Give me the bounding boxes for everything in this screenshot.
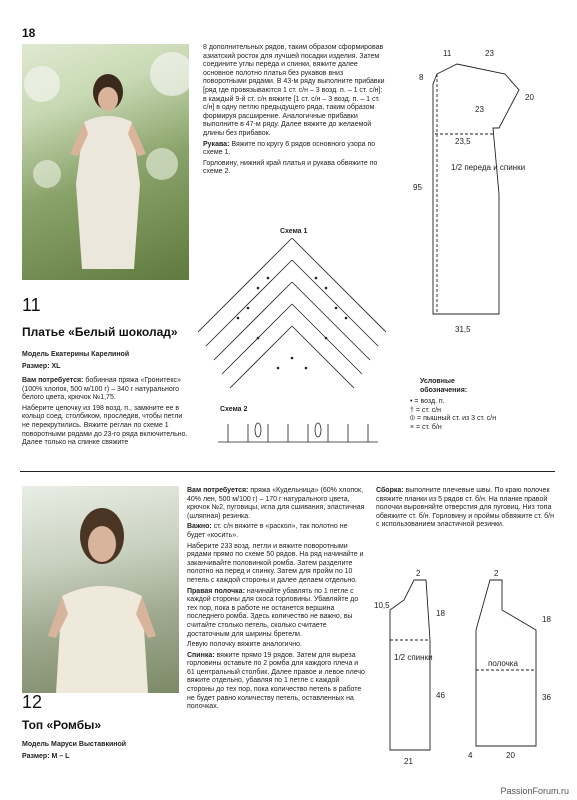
back-dim-18: 18 (436, 609, 445, 618)
dim-23-top: 23 (485, 49, 494, 58)
important-paragraph (187, 523, 367, 540)
section2-title: Топ «Ромбы» (22, 718, 102, 732)
dim-11: 11 (443, 49, 452, 58)
instructions-paragraph-2: 8 дополнительных рядов, таким образом сформировав азиатский росток для лучшей посадки изделия. Затем соедините углы переда и спинки, вяжите далее основное полотно платья без рукавов вниз поворотными рядами. В 43-м ряду выполните прибавки [ряд где провязываются 1 ст. с/н – 3 возд. п. – 1 ст. с/н]: в каждый 9-й ст. с/н вяжите [1 ст. с/н – 3 возд. п. – 1 ст. с/н] в одну петлю предыдущего ряда, таким образом формируя расширение. Аналогичные прибавки выполните в 47-м ряду. Далее вяжите до желаемой длины без прибавок. (203, 44, 385, 137)
scheme2-title: Схема 2 (220, 406, 248, 413)
section2-size (22, 753, 69, 762)
right-front-paragraph (187, 588, 367, 640)
dim-20: 20 (525, 93, 534, 102)
front-pattern-label: полочка (488, 659, 518, 668)
watermark: PassionForum.ru (500, 786, 569, 796)
back-text: вяжите прямо 19 рядов. Затем для выреза горловины оставьте по 2 ромба для каждого плеча и 61 центральный столбик. Далее правое и левое плечо вяжите отдельно, убавляя по 1 петле с каждой стороны до тех пор, пока количество петель в работе не будет равно количеству петель, оставленных на полочках. (187, 651, 365, 711)
materials2-paragraph (187, 487, 367, 521)
back-paragraph (187, 652, 367, 712)
important-text: ст. с/н вяжите в «раскол», так полотно не будет «косить». (187, 523, 348, 539)
finishing-paragraph: Горловину, нижний край платья и рукава обвяжите по схеме 2. (203, 159, 378, 176)
top-back-pattern (374, 570, 464, 770)
legend-item-dc: † = ст. с/н (410, 406, 442, 414)
legend-item-sc: × = ст. б/н (410, 423, 442, 431)
dress-figure-illustration (22, 44, 189, 280)
section1-body-left (22, 377, 192, 450)
front-dim-4: 4 (468, 751, 473, 760)
sleeves-label: Рукава: (203, 140, 230, 148)
size2-value: M – L (51, 753, 70, 760)
legend-title: Условные обозначения: (420, 378, 468, 394)
right-front-text: начинайте убавлять по 1 петле с каждой стороны для скоса горловины. Убавляйте до тех пор, пока в работе не останется вершина последнего ромба. Здесь количество не важно, вы считайте столько петель, сколько считаете достаточным для ширины бретели. (187, 587, 359, 638)
front-dim-2: 2 (494, 570, 499, 578)
left-front-paragraph: Левую полочку вяжите аналогично. (187, 641, 302, 649)
assembly-text: выполните плечевые швы. По краю полочек свяжите планки из 5 рядов ст. б/н. На планке правой полочки выровняйте отверстия для пуговиц. Низ топа обвяжите ст. б/н. Горловину и проймы обвяжите ст. б/н с использованием эластичной резинки. (376, 487, 554, 529)
assembly-label: Сборка: (376, 487, 404, 494)
dim-95: 95 (413, 183, 422, 192)
front-dim-20: 20 (506, 751, 515, 760)
front-dim-36: 36 (542, 693, 551, 702)
dress-photo (22, 44, 189, 280)
important-label: Важно: (187, 523, 212, 531)
dim-23-mid: 23 (475, 105, 484, 114)
top-photo (22, 486, 179, 693)
back-pattern-label: 1/2 спинки (394, 653, 433, 662)
dim-23-5: 23,5 (455, 137, 471, 146)
dress-pattern (395, 44, 565, 344)
back-label: Спинка: (187, 651, 215, 659)
legend-item-puff: ⦶ = пышный ст. из 3 ст. с/н (410, 415, 497, 423)
legend-item-chain: • = возд. п. (410, 398, 445, 405)
section2-body-mid (187, 487, 367, 714)
back-dim-10-5: 10,5 (374, 601, 390, 610)
instructions-paragraph-1: Наберите цепочку из 198 возд. п., замкните ее в кольцо соед. столбиком, проследив, чтобы петли не перекрутились. Вяжите реглан по схеме 1 поворотными рядами до 23-го ряда включительно. Далее только на спинке свяжите (22, 404, 188, 447)
pattern-label-front-back: 1/2 переда и спинки (451, 163, 526, 172)
front-dim-18: 18 (542, 615, 551, 624)
section1-model: Модель Екатерины Карелиной (22, 351, 130, 358)
materials-label: Вам потребуется: (22, 377, 84, 384)
materials2-text: пряжа «Кудельница» (60% хлопок, 40% лен, 500 м/100 г) – 170 г натурального цвета, крючок №2, пуговицы, игла для сшивания, эластичная (шляпная) резинка. (187, 487, 365, 520)
section1-title: Платье «Белый шоколад» (22, 325, 178, 339)
back-dim-46: 46 (436, 691, 445, 700)
section2-body-right (376, 487, 556, 532)
page-number: 18 (22, 26, 36, 40)
dim-31-5: 31,5 (455, 325, 471, 334)
scheme2-diagram (218, 416, 378, 446)
sleeves-paragraph (203, 141, 386, 158)
section2-number: 12 (22, 692, 43, 712)
section2-model: Модель Маруси Выставкиной (22, 741, 127, 748)
size2-label: Размер: (22, 753, 50, 760)
materials-text: бобинная пряжа «Гронитекс» (100% хлопок, 500 м/100 г) – 340 г натурального белого цвета, крючок №1,75. (22, 377, 181, 402)
back-dim-2: 2 (416, 570, 421, 578)
section1-size (22, 363, 60, 372)
materials-paragraph (22, 377, 192, 403)
size-value: XL (51, 363, 61, 370)
back-dim-21: 21 (404, 757, 413, 766)
legend-list (410, 398, 570, 432)
top-front-pattern (466, 570, 561, 760)
dim-8: 8 (419, 73, 424, 82)
right-front-label: Правая полочка: (187, 587, 245, 595)
section1-body-right (203, 44, 386, 179)
materials2-label: Вам потребуется: (187, 487, 249, 494)
size-label: Размер: (22, 363, 50, 370)
sleeves-text: Вяжите по кругу 6 рядов основного узора по схеме 1. (203, 140, 376, 157)
section1-number: 11 (22, 295, 41, 315)
scheme1-diagram (198, 238, 386, 396)
scheme1-title: Схема 1 (280, 228, 308, 235)
section-divider (20, 471, 555, 472)
assembly-paragraph (376, 487, 556, 530)
instructions2-paragraph-1: Наберите 233 возд. петли и вяжите поворотными рядами прямо по схеме 50 рядов. На ряд начинайте и заканчивайте половинкой ромба. Затем разделите полотно на перед и спинку. Затем для пройм по 10 петель с каждой стороны и далее делаем отдельно. (187, 542, 364, 584)
top-figure-illustration (22, 486, 179, 693)
